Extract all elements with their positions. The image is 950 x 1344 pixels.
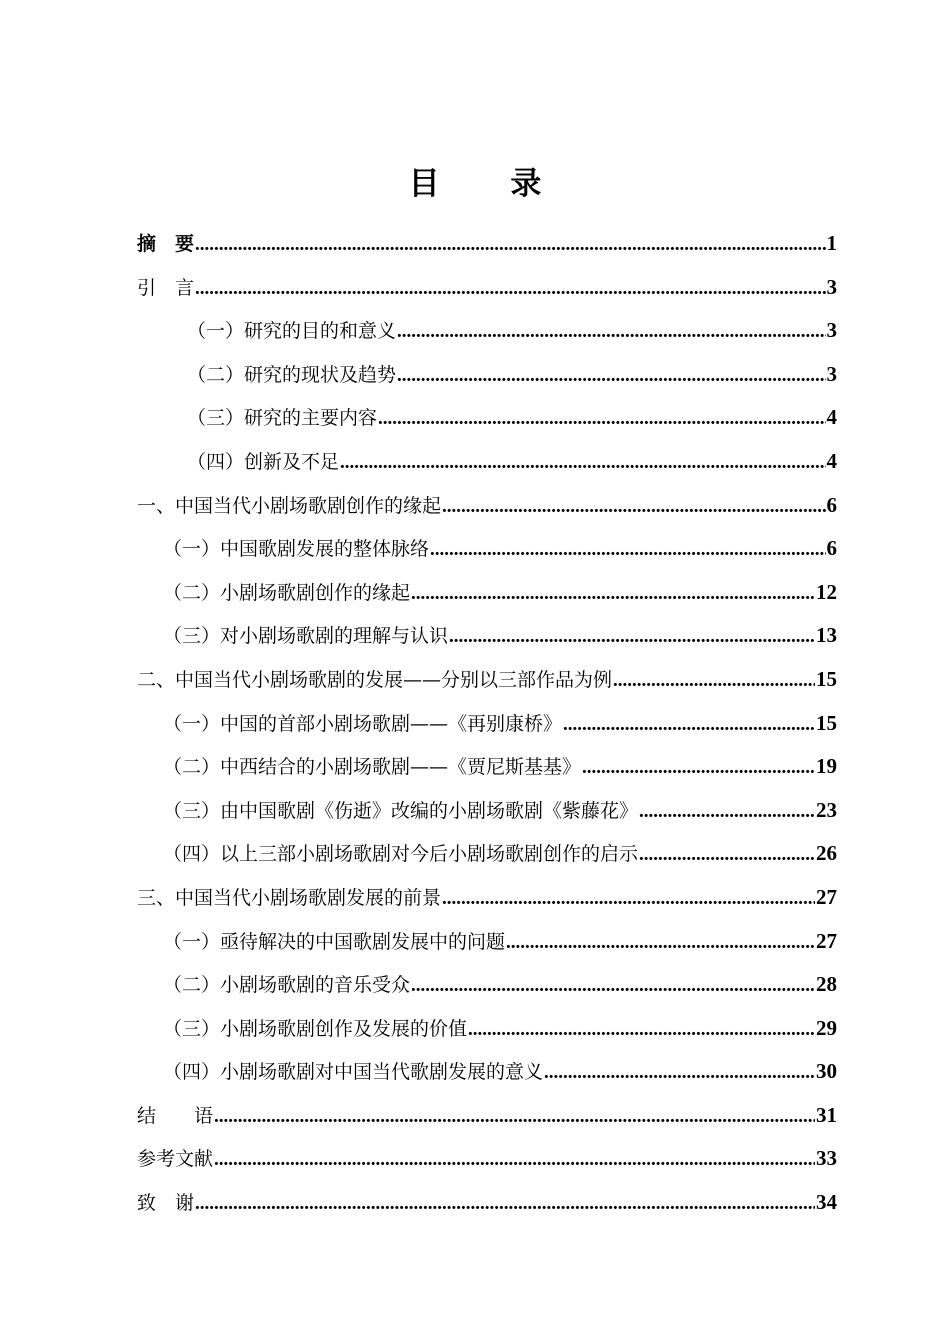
- toc-entry-page: 13: [816, 623, 837, 648]
- toc-entry-label: （四）小剧场歌剧对中国当代歌剧发展的意义: [163, 1061, 544, 1084]
- toc-entry-page: 6: [826, 492, 837, 517]
- toc-entry-abstract[interactable]: [137, 222, 837, 266]
- dot-leader: [442, 877, 815, 921]
- dot-leader: [449, 615, 815, 659]
- toc-entry-label: 参考文献: [137, 1148, 214, 1171]
- toc-entry-page: 30: [816, 1059, 837, 1084]
- dot-leader: [214, 1095, 815, 1139]
- toc-entry-chapter-1-1[interactable]: [137, 527, 837, 571]
- dot-leader: [639, 833, 815, 877]
- dot-leader: [613, 659, 815, 703]
- page-title: 目 录: [408, 166, 572, 202]
- toc-entry-intro-3[interactable]: [137, 396, 837, 440]
- toc-entry-page: 15: [816, 666, 837, 691]
- toc-entry-page: 28: [816, 972, 837, 997]
- toc-entry-label: （三）由中国歌剧《伤逝》改编的小剧场歌剧《紫藤花》: [163, 799, 639, 822]
- toc-entry-chapter-1-2[interactable]: [137, 571, 837, 615]
- toc-entry-page: 27: [816, 928, 837, 953]
- dot-leader: [563, 703, 815, 747]
- toc-entry-label: （一）中国歌剧发展的整体脉络: [163, 538, 430, 561]
- toc-entry-label: 三、中国当代小剧场歌剧发展的前景: [137, 886, 442, 909]
- toc-entry-label: （二）研究的现状及趋势: [187, 363, 397, 386]
- toc-entry-conclusion[interactable]: [137, 1094, 837, 1138]
- toc-entry-chapter-3-2[interactable]: [137, 963, 837, 1007]
- dot-leader: [214, 1138, 815, 1182]
- dot-leader: [639, 790, 815, 834]
- toc-entry-intro-1[interactable]: [137, 309, 837, 353]
- toc-entry-page: 27: [816, 884, 837, 909]
- toc-entry-page: 15: [816, 710, 837, 735]
- toc-entry-chapter-2-2[interactable]: [137, 745, 837, 789]
- toc-entry-page: 4: [826, 448, 837, 473]
- toc-entry-label: 一、中国当代小剧场歌剧创作的缘起: [137, 494, 442, 517]
- dot-leader: [442, 485, 825, 529]
- toc-entry-chapter-2-1[interactable]: [137, 702, 837, 746]
- toc-entry-chapter-2[interactable]: [137, 658, 837, 702]
- dot-leader: [378, 397, 825, 441]
- toc-entry-page: 23: [816, 797, 837, 822]
- toc-entry-label: 结 语: [137, 1104, 214, 1127]
- toc-entry-chapter-2-4[interactable]: [137, 832, 837, 876]
- dot-leader: [340, 441, 825, 485]
- dot-leader: [195, 223, 825, 267]
- toc-entry-page: 3: [826, 361, 837, 386]
- dot-leader: [397, 310, 825, 354]
- toc-entry-label: （四）以上三部小剧场歌剧对今后小剧场歌剧创作的启示: [163, 843, 639, 866]
- toc-entry-page: 1: [826, 231, 837, 255]
- toc-entry-label: （三）小剧场歌剧创作及发展的价值: [163, 1017, 468, 1040]
- toc-entry-page: 26: [816, 841, 837, 866]
- toc-entry-page: 29: [816, 1015, 837, 1040]
- toc-entry-chapter-3-1[interactable]: [137, 920, 837, 964]
- toc-entry-introduction[interactable]: [137, 266, 837, 310]
- toc-entry-page: 3: [826, 318, 837, 343]
- toc-entry-label: 摘 要: [137, 233, 195, 255]
- toc-entry-references[interactable]: [137, 1137, 837, 1181]
- toc-entry-page: 34: [816, 1190, 837, 1215]
- dot-leader: [468, 1008, 815, 1052]
- toc-entry-label: 致 谢: [137, 1192, 195, 1215]
- dot-leader: [582, 746, 815, 790]
- toc-entry-chapter-3[interactable]: [137, 876, 837, 920]
- toc-entry-page: 6: [826, 536, 837, 561]
- toc-entry-chapter-3-3[interactable]: [137, 1007, 837, 1051]
- toc-entry-label: 二、中国当代小剧场歌剧的发展——分别以三部作品为例: [137, 668, 613, 691]
- toc-entry-label: （三）研究的主要内容: [187, 407, 378, 430]
- toc-entry-label: （一）研究的目的和意义: [187, 320, 397, 343]
- toc-entry-label: （二）小剧场歌剧创作的缘起: [163, 581, 411, 604]
- dot-leader: [506, 921, 815, 965]
- toc-entry-label: 引 言: [137, 276, 195, 299]
- toc-entry-chapter-2-3[interactable]: [137, 789, 837, 833]
- toc-entry-page: 12: [816, 579, 837, 604]
- dot-leader: [430, 528, 825, 572]
- toc-entry-label: （二）中西结合的小剧场歌剧——《贾尼斯基基》: [163, 756, 582, 779]
- dot-leader: [195, 267, 825, 311]
- toc-entry-page: 33: [816, 1146, 837, 1171]
- dot-leader: [411, 964, 815, 1008]
- toc-entry-chapter-1[interactable]: [137, 484, 837, 528]
- toc-entry-chapter-1-3[interactable]: [137, 614, 837, 658]
- toc-entry-page: 31: [816, 1102, 837, 1127]
- dot-leader: [195, 1182, 815, 1226]
- toc-entry-label: （二）小剧场歌剧的音乐受众: [163, 974, 411, 997]
- table-of-contents: [137, 222, 837, 1225]
- dot-leader: [411, 572, 815, 616]
- toc-entry-page: 3: [826, 274, 837, 299]
- toc-entry-acknowledgements[interactable]: [137, 1181, 837, 1225]
- dot-leader: [544, 1051, 815, 1095]
- toc-entry-chapter-3-4[interactable]: [137, 1050, 837, 1094]
- toc-entry-intro-2[interactable]: [137, 353, 837, 397]
- dot-leader: [397, 354, 825, 398]
- toc-entry-page: 19: [816, 754, 837, 779]
- toc-entry-label: （一）中国的首部小剧场歌剧——《再别康桥》: [163, 712, 563, 735]
- toc-entry-label: （一）亟待解决的中国歌剧发展中的问题: [163, 930, 506, 953]
- toc-entry-page: 4: [826, 405, 837, 430]
- toc-entry-label: （四）创新及不足: [187, 450, 340, 473]
- toc-entry-label: （三）对小剧场歌剧的理解与认识: [163, 625, 449, 648]
- toc-entry-intro-4[interactable]: [137, 440, 837, 484]
